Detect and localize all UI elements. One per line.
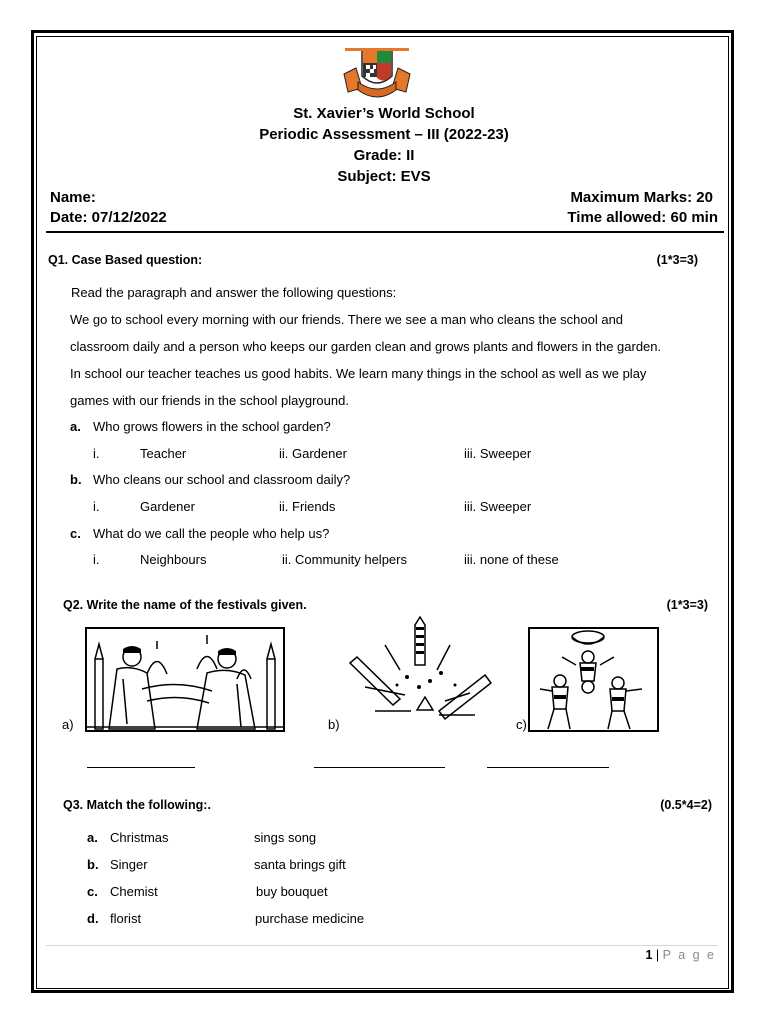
answer-blank-a[interactable]: [87, 767, 195, 768]
eid-festival-image: [85, 627, 285, 732]
school-name: St. Xavier’s World School: [293, 105, 475, 122]
q1b-opt1: Gardener: [140, 499, 195, 514]
q3-right-item: sings song: [254, 830, 317, 845]
festival-a-label: a): [62, 717, 74, 732]
q3-title: Q3. Match the following:.: [63, 798, 211, 812]
q1c-opt2: ii. Community helpers: [282, 552, 407, 567]
footer-divider: [46, 945, 718, 946]
q3-row-label: c.: [87, 884, 98, 899]
page-word: P a g e: [662, 948, 716, 962]
q2-marks: (1*3=3): [666, 598, 708, 612]
q1b-label: b.: [70, 472, 82, 487]
q3-left-item: Christmas: [110, 830, 169, 845]
q3-right-item: buy bouquet: [256, 884, 328, 899]
q1-paragraph-line: In school our teacher teaches us good habits. We learn many things in the school as well as we play: [70, 366, 647, 381]
q1c-label: c.: [70, 526, 81, 541]
q1a-opt2: ii. Gardener: [279, 446, 347, 461]
q1-instruction: Read the paragraph and answer the following questions:: [71, 285, 397, 300]
exam-title: Periodic Assessment – III (2022-23): [259, 126, 509, 143]
q1a-opt3: iii. Sweeper: [464, 446, 532, 461]
q1a-text: Who grows flowers in the school garden?: [93, 419, 331, 434]
subject-line: Subject: EVS: [337, 168, 431, 185]
q1c-text: What do we call the people who help us?: [93, 526, 330, 541]
time-allowed: Time allowed: 60 min: [567, 209, 718, 226]
q3-marks: (0.5*4=2): [660, 798, 712, 812]
max-marks: Maximum Marks: 20: [570, 189, 713, 206]
q1-title: Q1. Case Based question:: [48, 253, 203, 267]
q3-left-item: Chemist: [110, 884, 158, 899]
q3-left-item: florist: [110, 911, 142, 926]
q1b-text: Who cleans our school and classroom daily?: [93, 472, 351, 487]
diwali-firecracker-image: [345, 615, 493, 725]
q1b-opt3: iii. Sweeper: [464, 499, 532, 514]
q1-paragraph-line: classroom daily and a person who keeps our garden clean and grows plants and flowers in the garden.: [70, 339, 662, 354]
q2-title: Q2. Write the name of the festivals given.: [63, 598, 307, 612]
q3-left-item: Singer: [110, 857, 148, 872]
page-separator: |: [655, 948, 660, 962]
q3-right-item: purchase medicine: [255, 911, 365, 926]
janmashtami-dahi-handi-image: [528, 627, 659, 732]
answer-blank-b[interactable]: [314, 767, 445, 768]
page-number: [645, 948, 716, 962]
q1a-opt1: Teacher: [140, 446, 187, 461]
q1c-opt1: Neighbours: [140, 552, 207, 567]
q1-marks: (1*3=3): [656, 253, 698, 267]
q1-paragraph-line: We go to school every morning with our friends. There we see a man who cleans the school and: [70, 312, 624, 327]
q3-row-label: b.: [87, 857, 99, 872]
q1c-opt1-num: i.: [93, 552, 100, 567]
festival-b-label: b): [328, 717, 340, 732]
q1a-label: a.: [70, 419, 81, 434]
q3-row-label: a.: [87, 830, 98, 845]
date-label: Date: 07/12/2022: [50, 209, 167, 226]
header-divider: [46, 231, 724, 233]
q1b-opt1-num: i.: [93, 499, 100, 514]
q1-paragraph-line: games with our friends in the school playground.: [70, 393, 349, 408]
answer-blank-c[interactable]: [487, 767, 609, 768]
q3-right-item: santa brings gift: [254, 857, 346, 872]
grade-line: Grade: II: [353, 147, 415, 164]
school-logo: [342, 46, 412, 104]
q3-row-label: d.: [87, 911, 99, 926]
festival-c-label: c): [516, 717, 527, 732]
q1c-opt3: iii. none of these: [464, 552, 559, 567]
q1b-opt2: ii. Friends: [279, 499, 336, 514]
page-number-value: 1: [645, 948, 653, 962]
q1a-opt1-num: i.: [93, 446, 100, 461]
name-label: Name:: [50, 189, 96, 206]
